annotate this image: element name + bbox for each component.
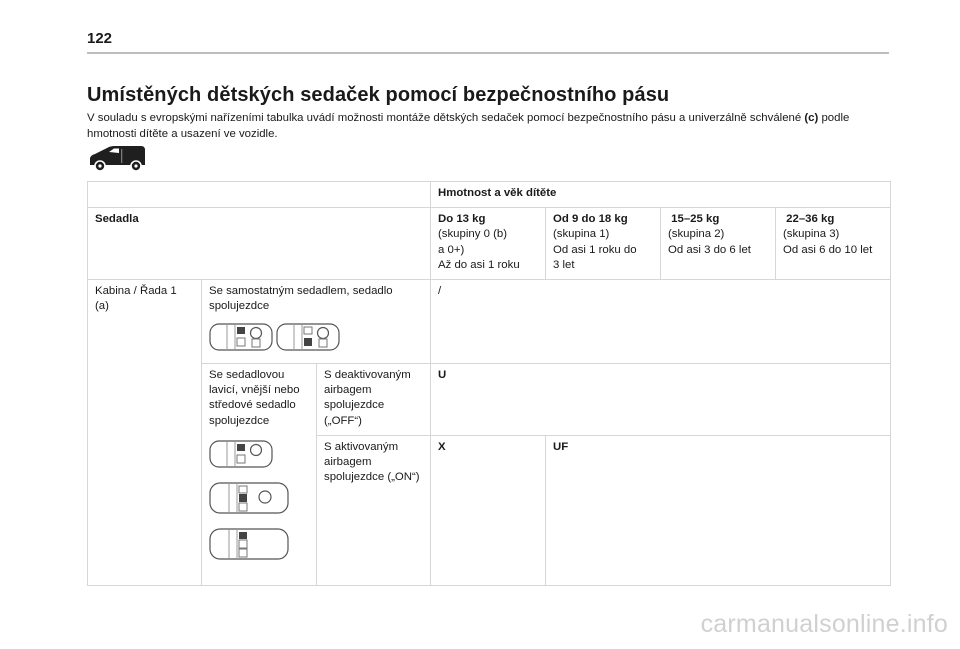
- group-2-line-1: Od asi 3 do 6 let: [668, 243, 751, 256]
- van-icon: [87, 143, 147, 173]
- row-airbag-off-value: U: [431, 364, 891, 436]
- separate-seat-icons: [209, 322, 423, 352]
- header-empty-cell: [88, 182, 431, 208]
- group-header-3: [776, 208, 891, 280]
- group-0-title: Do 13 kg: [438, 213, 486, 226]
- intro-text-end: podle hmotnosti dítěte a usazení ve vozidle.: [87, 112, 850, 140]
- group-0-line-0: (skupiny 0 (b): [438, 228, 508, 241]
- group-0-line-2: Až do asi 1 roku: [438, 258, 520, 271]
- page-number: 122: [87, 30, 113, 47]
- row-airbag-off-label: S deaktivovaným airbagem spolujezdce („OFF“): [317, 364, 431, 436]
- bench-diagram-middle-icon: [209, 481, 289, 515]
- watermark: carmanualsonline.info: [700, 610, 948, 638]
- group-1-line-0: (skupina 1): [553, 228, 610, 241]
- group-1-line-2: 3 let: [553, 258, 575, 271]
- cab-diagram-driver-side-icon: [276, 322, 340, 352]
- row-airbag-on-value-group0: X: [431, 435, 546, 585]
- row-airbag-on-value-groups: UF: [546, 435, 891, 585]
- group-header-2: [661, 208, 776, 280]
- group-0-line-1: a 0+): [438, 243, 465, 256]
- row-separate-seat-value: /: [431, 280, 891, 364]
- group-2-line-0: (skupina 2): [668, 228, 725, 241]
- group-2-title: 15–25 kg: [668, 213, 720, 226]
- row-bench-label: Se sedadlovou lavicí, vnější nebo středové sedadlo spolujezdce: [209, 369, 300, 427]
- intro-paragraph: [87, 111, 887, 142]
- group-1-line-1: Od asi 1 roku do: [553, 243, 637, 256]
- row-separate-seat-label: Se samostatným sedadlem, sedadlo spolujezdce: [209, 285, 393, 313]
- group-header-0: [431, 208, 546, 280]
- row-separate-seat-cell: [202, 280, 431, 364]
- group-3-line-1: Od asi 6 do 10 let: [783, 243, 873, 256]
- bench-diagram-outer-icon: [209, 527, 289, 561]
- intro-footnote-ref: (c): [804, 112, 819, 124]
- row-cabin-label: Kabina / Řada 1 (a): [88, 280, 202, 586]
- row-bench-cell: [202, 364, 317, 586]
- group-1-title: Od 9 do 18 kg: [553, 213, 628, 226]
- group-3-line-0: (skupina 3): [783, 228, 840, 241]
- header-rule: [87, 52, 889, 54]
- group-3-title: 22–36 kg: [783, 213, 835, 226]
- intro-text-start: V souladu s evropskými nařízeními tabulka uvádí možnosti montáže dětských sedaček pomocí bezpečnostního pásu a univerzálně schválené: [87, 112, 805, 124]
- group-header-1: [546, 208, 661, 280]
- cab-diagram-passenger-seat-icon: [209, 322, 273, 352]
- header-seats: Sedadla: [88, 208, 431, 280]
- bench-diagram-passenger-icon: [209, 439, 273, 469]
- section-title: Umístěných dětských sedaček pomocí bezpečnostního pásu: [87, 84, 670, 106]
- row-airbag-on-label: S aktivovaným airbagem spolujezdce („ON“): [317, 435, 431, 585]
- child-seat-table: [87, 181, 891, 586]
- header-weight-age: Hmotnost a věk dítěte: [431, 182, 891, 208]
